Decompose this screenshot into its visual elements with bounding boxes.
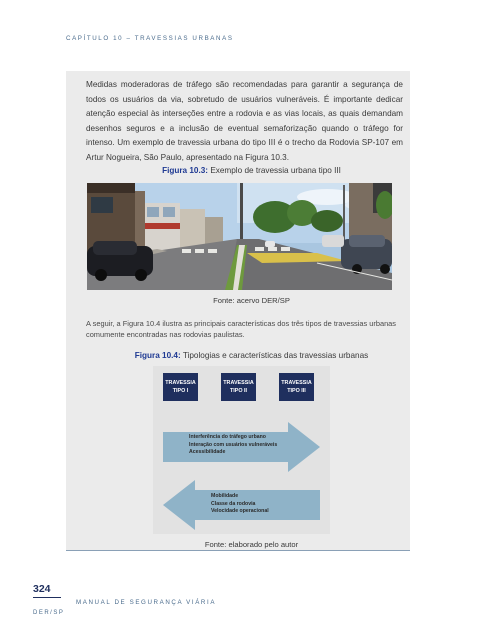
arrow-right-item: Acessibilidade <box>189 449 226 456</box>
page-number: 324 <box>33 583 51 595</box>
street-photo-illustration <box>87 183 392 290</box>
figure-10-3-caption <box>12 166 479 175</box>
arrow-left-item: Classe da rodovia <box>211 500 256 507</box>
chapter-header: CAPÍTULO 10 – TRAVESSIAS URBANAS <box>66 35 234 42</box>
type-box-i <box>163 373 198 401</box>
type-box-ii <box>221 373 256 401</box>
paragraph-2: A seguir, a Figura 10.4 ilustra as principais características dos três tipos de travessias urbanas comumente encontradas nas rodovias paulistas. <box>86 319 396 339</box>
figure-10-4-source: Fonte: elaborado pelo autor <box>204 540 299 549</box>
type-ii-line2: TIPO II <box>229 388 248 394</box>
type-box-iii <box>279 373 314 401</box>
figure-10-3-title: Exemplo de travessia urbana tipo III <box>210 166 341 175</box>
type-iii-line1: TRAVESSIA <box>281 380 312 386</box>
figure-10-4-label: Figura 10.4: <box>134 351 181 360</box>
type-i-line1: TRAVESSIA <box>165 380 196 386</box>
figure-10-3-source: Fonte: acervo DER/SP <box>213 296 290 305</box>
type-iii-line2: TIPO III <box>287 388 306 394</box>
crossing-types-diagram <box>153 366 330 534</box>
intro-paragraph: Medidas moderadoras de tráfego são recomendadas para garantir a segurança de todos os usuários da via, sobretudo de usuários vulneráveis. É importante dedicar atenção especial às interseções entre a rodovia e as vias locais, as quais demandam desenhos seguros e a inclusão de eventual semaforização quando o tráfego for intenso. Um exemplo de travessia urbana do tipo III é o trecho da Rodovia SP-107 em Artur Nogueira, São Paulo, apresentado na Figura 10.3. <box>86 80 403 162</box>
arrow-right-labels <box>189 434 277 457</box>
type-ii-line1: TRAVESSIA <box>223 380 254 386</box>
figure-10-4-caption <box>12 351 479 360</box>
arrow-left-item: Velocidade operacional <box>211 508 269 515</box>
arrow-left-item: Mobilidade <box>211 493 239 499</box>
figure-10-3-label: Figura 10.3: <box>162 166 209 175</box>
panel-bottom-rule <box>66 550 410 551</box>
figure-10-4-title: Tipologias e características das travessias urbanas <box>182 351 369 360</box>
arrow-right-item: Interação com usuários vulneráveis <box>189 441 278 448</box>
page-number-rule <box>33 597 61 598</box>
street-crossing-photo <box>87 183 392 290</box>
arrow-right-item: Interferência do tráfego urbano <box>189 434 266 440</box>
manual-title: MANUAL DE SEGURANÇA VIÁRIA <box>76 599 217 606</box>
type-i-line2: TIPO I <box>172 388 189 394</box>
footer-org: DER/SP <box>33 610 65 616</box>
arrow-left-labels <box>211 493 269 516</box>
